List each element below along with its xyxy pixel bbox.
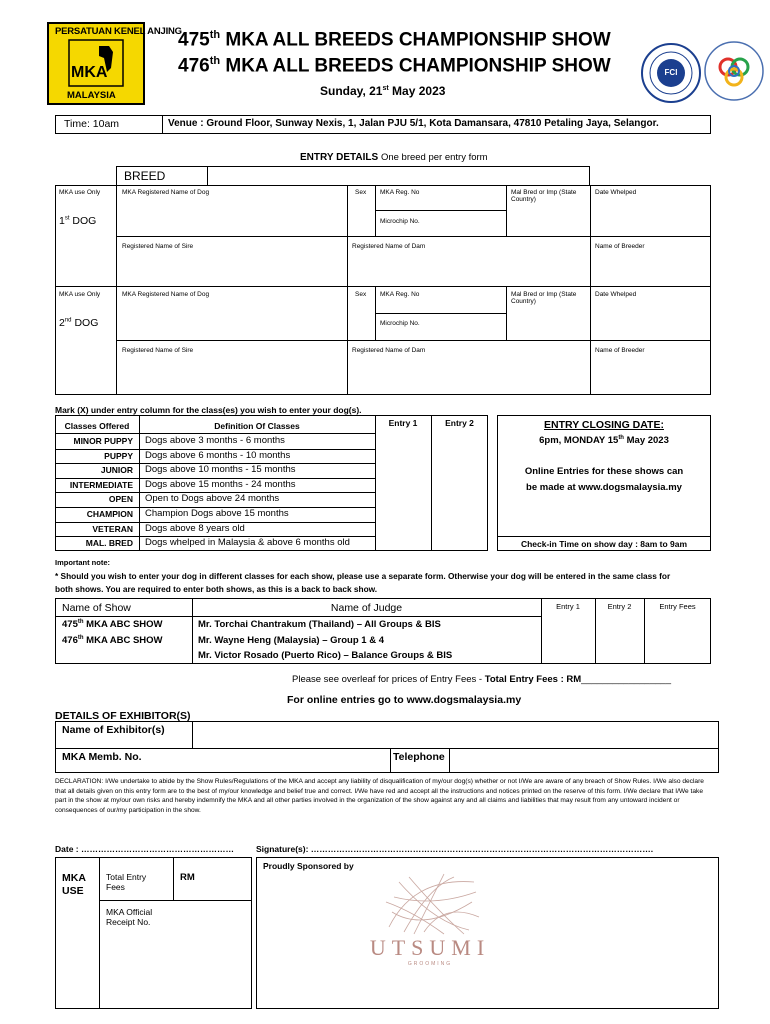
class-entry2-cell[interactable] — [432, 434, 487, 449]
class-entry1-cell[interactable] — [376, 536, 431, 551]
important-note-label: Important note: — [55, 558, 110, 567]
show-time: Time: 10am — [64, 118, 120, 130]
dog1-mka-use: MKA use Only — [59, 189, 101, 196]
sponsored-by: Proudly Sponsored by — [263, 861, 354, 871]
judge-1: Mr. Torchai Chantrakum (Thailand) – All Groups & BIS — [198, 619, 441, 630]
dog2-microchip[interactable]: Microchip No. — [380, 320, 420, 327]
online-entries-2: be made at www.dogsmalaysia.my — [526, 482, 682, 493]
show-475: 475th MKA ABC SHOW — [62, 619, 163, 631]
judges-col-entry2: Entry 2 — [607, 602, 632, 611]
class-name: PUPPY — [104, 450, 133, 461]
online-entries-link[interactable]: For online entries go to www.dogsmalaysia.my — [287, 694, 522, 706]
dog2-sire[interactable]: Registered Name of Sire — [122, 347, 194, 354]
venue: Venue : Ground Floor, Sunway Nexis, 1, Jalan PJU 5/1, Kota Damansara, 47810 Petaling Jaya, Selangor. — [168, 118, 659, 129]
dog1-reg-name[interactable]: MKA Registered Name of Dog — [122, 189, 210, 196]
mka-use-label: MKA USE — [62, 872, 86, 897]
class-name: VETERAN — [92, 523, 133, 534]
exhibitor-heading: DETAILS OF EXHIBITOR(S) — [55, 710, 191, 722]
dog2-dam[interactable]: Registered Name of Dam — [352, 347, 426, 354]
dog2-whelped[interactable]: Date Whelped — [595, 291, 637, 298]
class-entry1-cell[interactable] — [376, 434, 431, 449]
dog2-breeder[interactable]: Name of Breeder — [595, 347, 645, 354]
col-entry2: Entry 2 — [445, 418, 474, 428]
fci-label: FCI — [664, 68, 678, 77]
receipt-label: MKA Official Receipt No. — [106, 907, 153, 927]
telephone-label: Telephone — [393, 751, 445, 763]
class-entry2-cell[interactable] — [432, 492, 487, 507]
logo-bottom-text: MALAYSIA — [67, 90, 116, 101]
dog1-sire[interactable]: Registered Name of Sire — [122, 243, 194, 250]
class-name: CHAMPION — [86, 509, 133, 519]
title-475: 475th MKA ALL BREEDS CHAMPIONSHIP SHOW — [178, 29, 611, 51]
class-definition: Dogs above 6 months - 10 months — [145, 449, 291, 461]
dog1-whelped[interactable]: Date Whelped — [595, 189, 637, 196]
class-entry2-cell[interactable] — [432, 478, 487, 493]
date-field[interactable]: Date : ……………………………………………… — [55, 844, 234, 854]
judge-3: Mr. Victor Rosado (Puerto Rico) – Balance Groups & BIS — [198, 650, 453, 661]
class-name: INTERMEDIATE — [69, 479, 133, 490]
dog2-section — [55, 287, 711, 395]
class-definition: Dogs above 8 years old — [145, 522, 245, 534]
class-entry1-cell[interactable] — [376, 507, 431, 522]
mka-logo — [47, 22, 182, 105]
judges-col-fees: Entry Fees — [659, 602, 696, 611]
judge-2: Mr. Wayne Heng (Malaysia) – Group 1 & 4 — [198, 635, 385, 646]
exhibitor-name-label: Name of Exhibitor(s) — [62, 724, 165, 736]
dog2-reg-no[interactable]: MKA Reg. No — [380, 291, 420, 298]
rm-label: RM — [180, 872, 195, 883]
class-name: OPEN — [108, 494, 133, 505]
checkin-time: Check-in Time on show day : 8am to 9am — [520, 539, 688, 549]
col-name-of-show: Name of Show — [62, 602, 131, 614]
class-entry1-cell[interactable] — [376, 449, 431, 464]
col-name-of-judge: Name of Judge — [330, 602, 403, 614]
class-definition: Open to Dogs above 24 months — [145, 493, 280, 505]
logo-center-text: MKA — [71, 64, 108, 81]
closing-date: 6pm, MONDAY 15th May 2023 — [539, 435, 669, 447]
utsumi-logo-graphic — [384, 872, 480, 936]
class-name: MAL. BRED — [85, 538, 133, 549]
fci-logo — [640, 42, 702, 104]
judges-col-entry1: Entry 1 — [556, 602, 580, 611]
partner-logo — [703, 40, 765, 102]
total-entry-fees: Please see overleaf for prices of Entry Fees - Total Entry Fees : RM_________________ — [292, 674, 671, 685]
class-entry1-cell[interactable] — [376, 463, 431, 478]
sponsor-name: UTSUMI — [369, 935, 491, 960]
col-entry1: Entry 1 — [388, 418, 418, 428]
dog1-mal-bred[interactable]: Mal Bred or Imp (State Country) — [511, 189, 577, 203]
class-entry2-cell[interactable] — [432, 536, 487, 551]
show-date: Sunday, 21st May 2023 — [320, 84, 446, 98]
dog1-microchip[interactable]: Microchip No. — [380, 218, 420, 225]
breed-label: BREED — [124, 169, 166, 183]
class-definition: Dogs whelped in Malaysia & above 6 months old — [145, 537, 350, 549]
dog1-dam[interactable]: Registered Name of Dam — [352, 243, 426, 250]
class-entry2-cell[interactable] — [432, 449, 487, 464]
class-name: JUNIOR — [100, 465, 133, 476]
sponsor-sub: GROOMING — [407, 961, 453, 967]
closing-title: ENTRY CLOSING DATE: — [544, 419, 664, 431]
class-name: MINOR PUPPY — [73, 436, 133, 446]
dog2-sex[interactable]: Sex — [355, 291, 367, 298]
total-fees-label: Total Entry Fees — [106, 872, 147, 892]
class-definition: Dogs above 15 months - 24 months — [145, 478, 296, 490]
dog1-reg-no[interactable]: MKA Reg. No — [380, 189, 420, 196]
sponsor-box — [256, 857, 719, 1009]
class-entry1-cell[interactable] — [376, 492, 431, 507]
online-entries-1: Online Entries for these shows can — [524, 466, 684, 477]
class-entry2-cell[interactable] — [432, 463, 487, 478]
class-definition: Dogs above 10 months - 15 months — [145, 464, 296, 476]
logo-top-text: PERSATUAN KENEL ANJING — [55, 26, 182, 37]
title-476: 476th MKA ALL BREEDS CHAMPIONSHIP SHOW — [178, 55, 611, 77]
dog2-reg-name[interactable]: MKA Registered Name of Dog — [122, 291, 210, 298]
declaration: DECLARATION: I/We undertake to abide by the Show Rules/Regulations of the MKA and accept any liability of disqualification of my/our dog(s) whether or not I/We are aware of any breach of Show Rules. I/We also declare that all details given on this entry form are to the best of my/our knowledge and belief true and correct. I/We have red and accept all the instructions and notices printed on the reserve of this form. I/We declare that I/We take part in the show at my/our own risks and hereby indemnify the MKA and all other parties involved in the organization of the show against any and all claims and liabilities that may result from any untoward incident or consequences of our/my participation in the show. — [55, 778, 704, 814]
mka-memb-label: MKA Memb. No. — [62, 751, 142, 763]
important-note-line1: * Should you wish to enter your dog in different classes for each show, please use a separate form. Otherwise your dog will be entered in the same class for — [55, 571, 671, 581]
col-definition: Definition Of Classes — [214, 421, 300, 431]
breed-box[interactable] — [116, 166, 590, 186]
col-classes-offered: Classes Offered — [64, 421, 130, 431]
show-476: 476th MKA ABC SHOW — [62, 635, 163, 647]
class-entry1-cell[interactable] — [376, 478, 431, 493]
classes-instruction: Mark (X) under entry column for the class(es) you wish to enter your dog(s). — [55, 405, 362, 415]
dog2-mal-bred[interactable]: Mal Bred or Imp (State Country) — [511, 291, 577, 305]
dog2-label: 2nd DOG — [59, 317, 99, 329]
dog1-sex[interactable]: Sex — [355, 189, 367, 196]
class-definition: Dogs above 3 months - 6 months — [145, 435, 285, 446]
dog2-mka-use: MKA use Only — [59, 291, 101, 298]
entry-details-heading: ENTRY DETAILS One breed per entry form — [300, 152, 488, 163]
dog1-breeder[interactable]: Name of Breeder — [595, 243, 645, 250]
class-entry2-cell[interactable] — [432, 507, 487, 522]
dog1-label: 1st DOG — [59, 215, 97, 227]
important-note-line2: both shows. You are required to enter both shows, as this is a back to back show. — [55, 584, 378, 594]
class-entry2-cell[interactable] — [432, 522, 487, 537]
signature-field[interactable]: Signature(s): …………………………………………………………………………………………………………. — [256, 844, 654, 854]
class-definition: Champion Dogs above 15 months — [145, 508, 289, 519]
class-entry1-cell[interactable] — [376, 522, 431, 537]
